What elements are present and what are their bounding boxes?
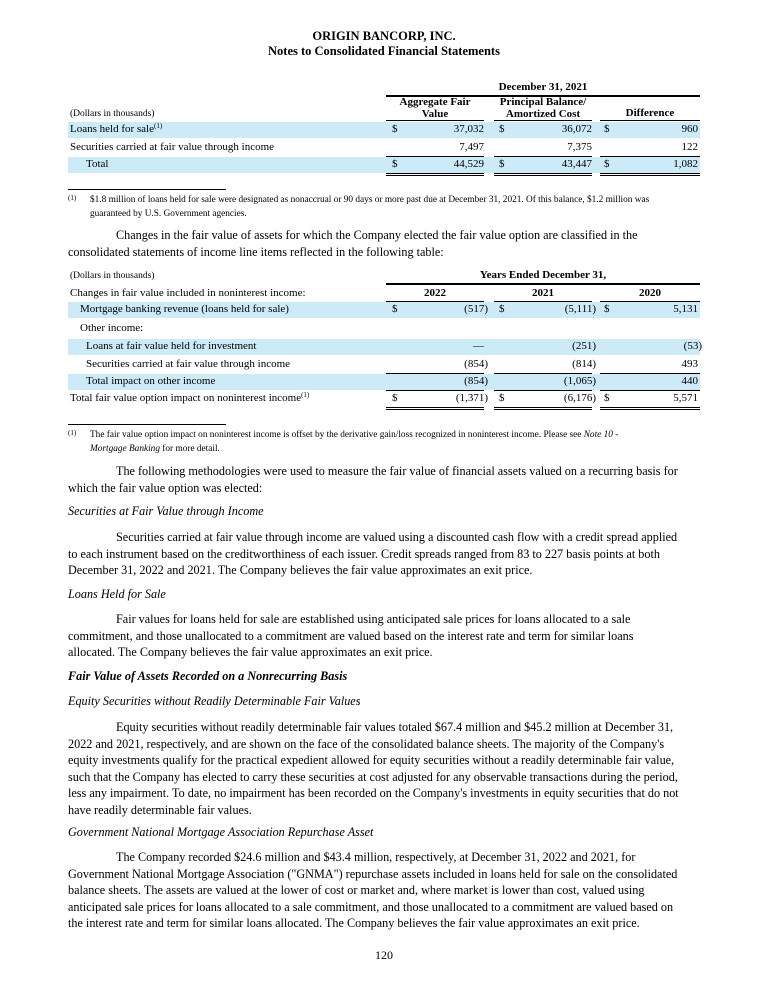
col-header-2021: 2021 [532, 287, 554, 299]
table-cell: (854) [464, 358, 488, 370]
securities-paragraph: Securities carried at fair value through income are valued using a discounted cash flow with a credit spread applied to each instrument based on the creditworthiness of each issuer. Credit spreads ranged from 83 to 227 basis points at both December 31, 2022 and 2021. The Company believes the fair value approximates an exit price. [68, 530, 678, 577]
table-cell: 493 [681, 358, 698, 370]
footnote-separator [68, 189, 226, 190]
methodology-paragraph: The following methodologies were used to measure the fair value of financial assets valued on a recurring basis for which the fair value option was elected: [68, 464, 678, 495]
table-cell: 960 [681, 123, 698, 135]
table-row-label: Securities carried at fair value through income [70, 141, 275, 153]
table1-col-header-aggregate: Aggregate Fair Value [399, 96, 471, 120]
gnma-paragraph: The Company recorded $24.6 million and $43.4 million, respectively, at December 31, 2022 and 2021, for Government National Mortgage Association ("GNMA") repurchase assets included in loans held for sale on the consolidated balance sheets. The assets are valued at the lower of cost or market and, where market is lower than cost, valued using anticipated sale prices for loans allocated to a sale commitment, and those unallocated to a commitment are valued based on the interest rate and term for similar loans allocated. The Company believes the fair value approximates an exit price. [68, 850, 678, 930]
table2-footnote: (1) The fair value option impact on noninterest income is offset by the derivative gain/loss recognized in noninterest income. Please see Note 10 - Mortgage Banking for more detail. [68, 429, 619, 454]
double-rule [386, 173, 484, 176]
intro-paragraph: Changes in the fair value of assets for which the Company elected the fair value option are classified in the consolidated statements of income line items reflected in the following table: [68, 228, 638, 259]
table-row-label: Loans at fair value held for investment [86, 340, 257, 352]
table-cell: 43,447 [561, 158, 592, 170]
table-row-label: Mortgage banking revenue (loans held for sale) [80, 303, 289, 315]
securities-heading: Securities at Fair Value through Income [68, 504, 264, 518]
table-cell: (5,111) [564, 303, 596, 315]
page-subtitle: Notes to Consolidated Financial Statements [268, 44, 500, 58]
col-rule [386, 390, 484, 391]
currency-symbol: $ [499, 392, 505, 404]
double-rule [600, 407, 700, 410]
currency-symbol: $ [392, 303, 398, 315]
table-cell: (814) [572, 358, 596, 370]
table-cell: — [473, 340, 484, 352]
table-cell: (517) [464, 303, 488, 315]
table2-units: (Dollars in thousands) [70, 271, 155, 281]
currency-symbol: $ [392, 158, 398, 170]
table2-period-header: Years Ended December 31, [479, 269, 607, 281]
currency-symbol: $ [392, 392, 398, 404]
double-rule [494, 173, 592, 176]
table-cell: 1,082 [673, 158, 698, 170]
col-rule [494, 120, 592, 121]
table-cell: 5,571 [673, 392, 698, 404]
currency-symbol: $ [499, 123, 505, 135]
currency-symbol: $ [604, 392, 610, 404]
page-number: 120 [375, 948, 393, 962]
col-rule [600, 120, 700, 121]
table-cell: 36,072 [561, 123, 592, 135]
table-cell: 7,375 [567, 141, 592, 153]
table-row-label: Other income: [80, 322, 144, 334]
table-cell: 37,032 [453, 123, 484, 135]
table-row-label: Loans held for sale$^{(1)}$ [70, 122, 163, 135]
table-cell: (6,176) [563, 392, 596, 404]
nonrecurring-heading: Fair Value of Assets Recorded on a Nonrecurring Basis [68, 669, 348, 683]
table-cell: (1,065) [563, 375, 596, 387]
table1-footnote: (1) $1.8 million of loans held for sale were designated as nonaccrual or 90 days or more past due at December 31, 2021. Of this balance, $1.2 million was guaranteed by U.S. Government agencies. [68, 194, 650, 219]
col-header-2022: 2022 [424, 287, 446, 299]
table-cell: 7,497 [459, 141, 484, 153]
currency-symbol: $ [604, 123, 610, 135]
equity-paragraph: Equity securities without readily determinable fair values totaled $67.4 million and $45.2 million at December 31, 2022 and 2021, respectively, and are shown on the face of the consolidated balance sheets. The majority of the Company's equity investments qualify for the practical expedient allowed for equity securities without a readily determinable fair value, such that the Company has elected to carry these securities at cost adjusted for any observable transactions during the period, less any impairment. To date, no impairment has been recorded on the Company's investments in equity securities that do not have readily determinable fair values. [68, 720, 679, 817]
currency-symbol: $ [604, 158, 610, 170]
table1-period-header: December 31, 2021 [498, 81, 588, 93]
table2-section-label: Changes in fair value included in noninterest income: [70, 287, 306, 299]
table-cell: (53) [683, 340, 702, 352]
table-cell: (1,371) [455, 392, 488, 404]
table-row-label: Total impact on other income [86, 375, 216, 387]
double-rule [386, 407, 484, 410]
gnma-heading: Government National Mortgage Association Repurchase Asset [68, 825, 374, 839]
currency-symbol: $ [499, 158, 505, 170]
table-cell: (854) [464, 375, 488, 387]
col-rule [494, 390, 592, 391]
table-row-label: Securities carried at fair value through income [86, 358, 291, 370]
col-header-2020: 2020 [639, 287, 661, 299]
table1-col-header-difference: Difference [625, 107, 675, 119]
footnote-separator [68, 424, 226, 425]
col-rule [600, 390, 700, 391]
currency-symbol: $ [499, 303, 505, 315]
table-row-label: Total fair value option impact on noninterest income$^{(1)}$ [70, 391, 310, 404]
table-cell: (251) [572, 340, 596, 352]
table1-units: (Dollars in thousands) [70, 109, 155, 119]
table-cell: 122 [681, 141, 698, 153]
double-rule [600, 173, 700, 176]
currency-symbol: $ [604, 303, 610, 315]
table-cell: 44,529 [453, 158, 484, 170]
table-cell: 440 [681, 375, 698, 387]
table-row-label: Total [86, 158, 109, 170]
table-cell: 5,131 [673, 303, 698, 315]
loans-heading: Loans Held for Sale [68, 587, 166, 601]
double-rule [494, 407, 592, 410]
loans-paragraph: Fair values for loans held for sale are established using anticipated sale prices for loans allocated to a sale commitment, and those unallocated to a commitment are valued based on the interest rate and term for similar loans allocated. The Company believes the fair value approximates an exit price. [68, 612, 634, 659]
table1-col-header-principal: Principal Balance/ Amortized Cost [499, 96, 587, 120]
col-rule [386, 120, 484, 121]
equity-heading: Equity Securities without Readily Determinable Fair Values [68, 694, 361, 708]
table2-header-rule [386, 283, 700, 285]
company-title: ORIGIN BANCORP, INC. [312, 29, 456, 43]
currency-symbol: $ [392, 123, 398, 135]
